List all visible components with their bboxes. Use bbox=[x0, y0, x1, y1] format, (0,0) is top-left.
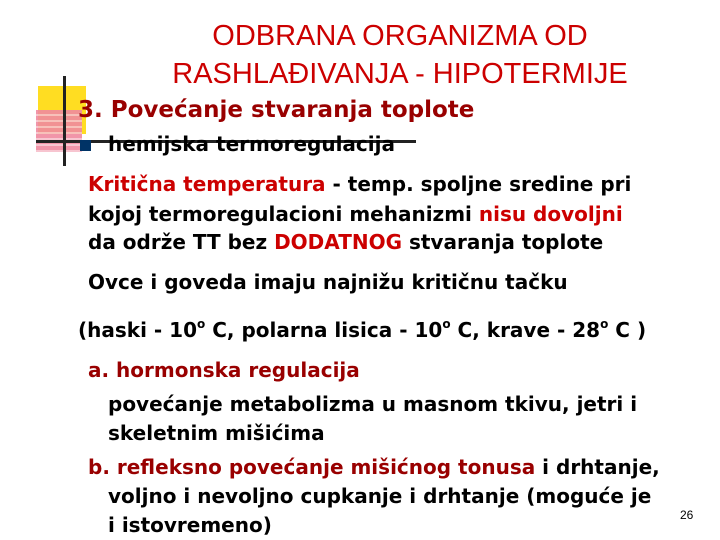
definition-line3-text-a: da održe TT bez bbox=[88, 230, 275, 254]
example-sup1: o bbox=[197, 317, 206, 331]
slide-title-line1: ODBRANA ORGANIZMA OD bbox=[212, 20, 588, 52]
slide-title-line2: RASHLAĐIVANJA - HIPOTERMIJE bbox=[172, 58, 628, 90]
hormonal-text1: povećanje metabolizma u masnom tkivu, jetri i bbox=[108, 392, 638, 416]
page-number: 26 bbox=[680, 508, 694, 522]
definition-line3-red: DODATNOG bbox=[274, 230, 402, 254]
definition-line3 bbox=[88, 230, 603, 255]
example-p1: (haski - 10 bbox=[78, 318, 197, 342]
subheading: hemijska termoregulacija bbox=[108, 132, 395, 156]
reflex-text1: i drhtanje, bbox=[535, 455, 660, 479]
reflex-line bbox=[88, 455, 660, 480]
decor-vertical-line bbox=[63, 76, 66, 166]
definition-line2 bbox=[88, 202, 623, 227]
hormonal-text2: skeletnim mišićima bbox=[108, 421, 325, 445]
example-sup3: o bbox=[600, 317, 609, 331]
decor-red-square bbox=[36, 110, 82, 152]
bullet-square-icon bbox=[80, 140, 91, 151]
reflex-label: b. refleksno povećanje mišićnog tonusa bbox=[88, 455, 536, 479]
definition-line1 bbox=[88, 172, 631, 197]
definition-term: Kritična temperatura bbox=[88, 172, 326, 196]
example-p4: C ) bbox=[608, 318, 647, 342]
definition-line3-text-b: stvaranja toplote bbox=[402, 230, 604, 254]
example-p2: C, polarna lisica - 10 bbox=[205, 318, 443, 342]
definition-text1: - temp. spoljne sredine pri bbox=[325, 172, 632, 196]
example-sup2: o bbox=[442, 317, 451, 331]
sheep-line: Ovce i goveda imaju najnižu kritičnu tačku bbox=[88, 270, 568, 294]
reflex-text3: i istovremeno) bbox=[108, 513, 272, 537]
definition-line2-red: nisu dovoljni bbox=[478, 202, 623, 226]
reflex-text2: voljno i nevoljno cupkanje i drhtanje (moguće je bbox=[108, 484, 652, 508]
definition-line2-text: kojoj termoregulacioni mehanizmi bbox=[88, 202, 479, 226]
hormonal-label: a. hormonska regulacija bbox=[88, 358, 360, 382]
section-heading: 3. Povećanje stvaranja toplote bbox=[78, 97, 475, 123]
examples-line bbox=[78, 312, 646, 343]
example-p3: C, krave - 28 bbox=[450, 318, 601, 342]
